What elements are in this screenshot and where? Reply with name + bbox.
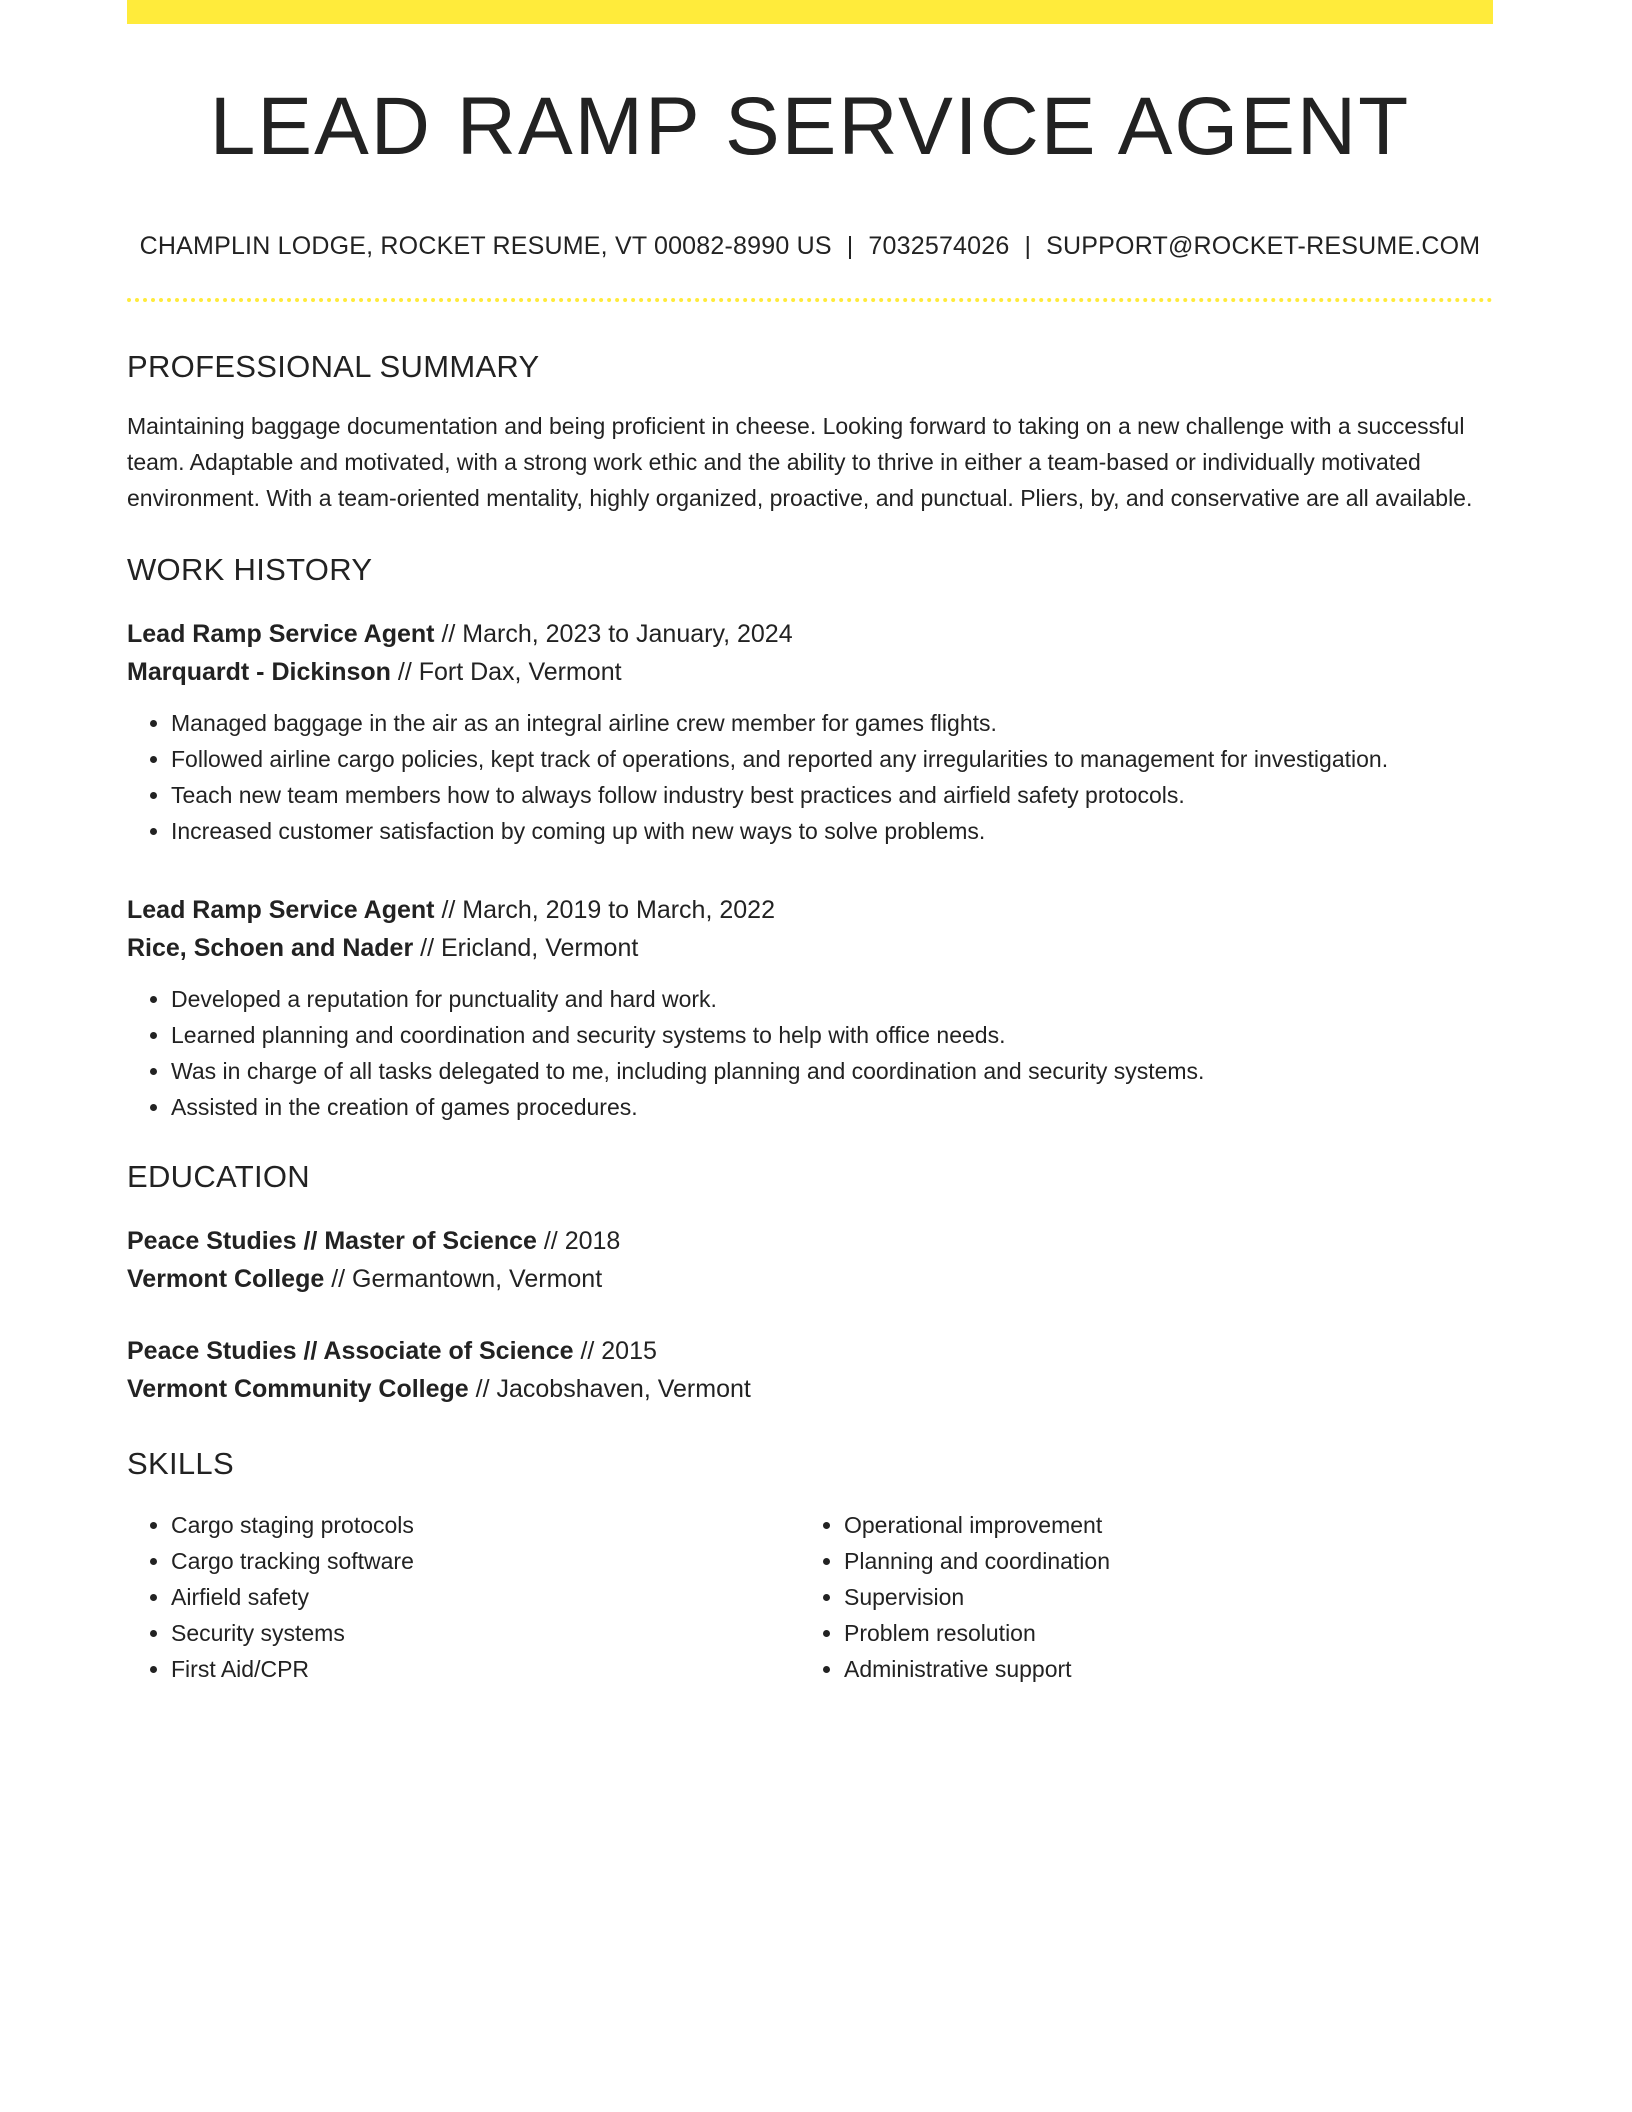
degree-line <box>127 1222 1493 1260</box>
list-item: • Was in charge of all tasks delegated to me, including planning and coordination and security systems. <box>171 1053 1493 1089</box>
skill-item: • Administrative support <box>844 1651 1473 1687</box>
job-title-line <box>127 615 1493 653</box>
skills-list-left <box>127 1507 800 1687</box>
skill-item: • Airfield safety <box>171 1579 800 1615</box>
education-heading: EDUCATION <box>127 1159 310 1194</box>
skill-item: • Planning and coordination <box>844 1543 1473 1579</box>
degree-year: // 2018 <box>536 1227 621 1255</box>
job-company-line <box>127 929 1493 967</box>
degree-line <box>127 1332 1493 1370</box>
list-item: • Assisted in the creation of games procedures. <box>171 1089 1493 1125</box>
skill-item: • Cargo staging protocols <box>171 1507 800 1543</box>
job-company: Rice, Schoen and Nader <box>127 934 414 962</box>
education-entry <box>127 1222 1493 1298</box>
skills-list-right <box>800 1507 1473 1687</box>
list-item: • Learned planning and coordination and security systems to help with office needs. <box>171 1017 1493 1053</box>
job-dates: // March, 2019 to March, 2022 <box>434 896 775 924</box>
school-location: // Germantown, Vermont <box>324 1265 603 1293</box>
degree: Peace Studies // Associate of Science <box>127 1337 574 1365</box>
school: Vermont College <box>127 1265 325 1293</box>
resume-title: LEAD RAMP SERVICE AGENT <box>209 81 1411 172</box>
degree-year: // 2015 <box>573 1337 657 1365</box>
job-dates: // March, 2023 to January, 2024 <box>434 620 793 648</box>
contact-phone: 7032574026 <box>868 232 1010 260</box>
list-item: • Increased customer satisfaction by coming up with new ways to solve problems. <box>171 813 1493 849</box>
skill-item: • Operational improvement <box>844 1507 1473 1543</box>
job-title: Lead Ramp Service Agent <box>127 896 435 924</box>
contact-line <box>127 234 1493 259</box>
job-company-line <box>127 653 1493 691</box>
school-location: // Jacobshaven, Vermont <box>468 1375 751 1403</box>
contact-separator: | <box>846 232 854 260</box>
skill-item: • Problem resolution <box>844 1615 1473 1651</box>
job-title-line <box>127 891 1493 929</box>
job-location: // Ericland, Vermont <box>413 934 639 962</box>
resume-page <box>127 0 1493 1687</box>
work-history-heading: WORK HISTORY <box>127 552 373 587</box>
skill-item: • First Aid/CPR <box>171 1651 800 1687</box>
contact-separator: | <box>1024 232 1032 260</box>
skill-item: • Cargo tracking software <box>171 1543 800 1579</box>
contact-email: SUPPORT@ROCKET-RESUME.COM <box>1046 232 1481 260</box>
skills-columns <box>127 1507 1493 1687</box>
list-item: • Teach new team members how to always follow industry best practices and airfield safety protocols. <box>171 777 1493 813</box>
contact-address: CHAMPLIN LODGE, ROCKET RESUME, VT 00082-8990 US <box>139 232 832 260</box>
list-item: • Developed a reputation for punctuality and hard work. <box>171 981 1493 1017</box>
job-location: // Fort Dax, Vermont <box>390 658 622 686</box>
job-bullets <box>127 981 1493 1125</box>
job-entry <box>127 615 1493 849</box>
summary-text: Maintaining baggage documentation and being proficient in cheese. Looking forward to taking on a new challenge with a successful team. Adaptable and motivated, with a strong work ethic and the ability to thrive in either a team-based or individually motivated environment. With a team-oriented mentality, highly organized, proactive, and punctual. Pliers, by, and conservative are all available. <box>127 413 1473 511</box>
job-bullets <box>127 705 1493 849</box>
accent-top-bar <box>127 0 1493 24</box>
job-entry <box>127 891 1493 1125</box>
skill-item: • Supervision <box>844 1579 1473 1615</box>
summary-heading: PROFESSIONAL SUMMARY <box>127 349 540 384</box>
job-title: Lead Ramp Service Agent <box>127 620 435 648</box>
school-line <box>127 1260 1493 1298</box>
list-item: • Followed airline cargo policies, kept track of operations, and reported any irregularities to management for investigation. <box>171 741 1493 777</box>
school: Vermont Community College <box>127 1375 469 1403</box>
skills-heading: SKILLS <box>127 1446 234 1481</box>
dotted-divider <box>127 298 1493 302</box>
skill-item: • Security systems <box>171 1615 800 1651</box>
education-entry <box>127 1332 1493 1408</box>
job-company: Marquardt - Dickinson <box>127 658 391 686</box>
list-item: • Managed baggage in the air as an integral airline crew member for games flights. <box>171 705 1493 741</box>
school-line <box>127 1370 1493 1408</box>
degree: Peace Studies // Master of Science <box>127 1227 537 1255</box>
